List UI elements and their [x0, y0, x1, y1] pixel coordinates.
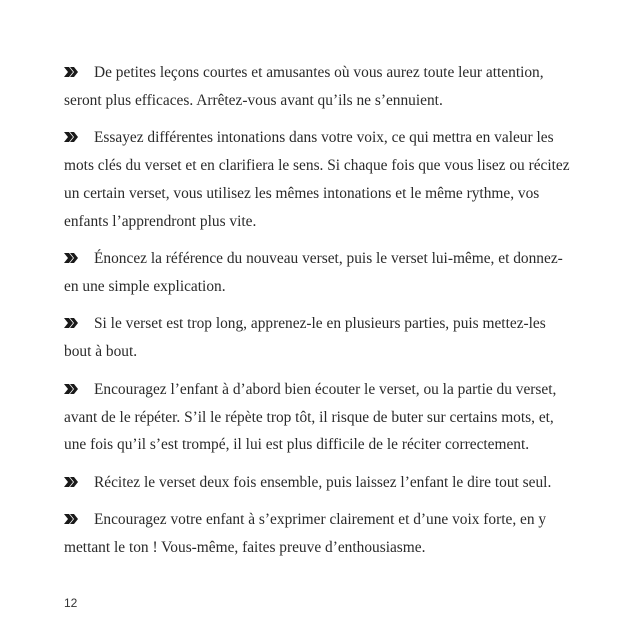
list-item-text: Encouragez l’enfant à d’abord bien écouter le verset, ou la partie du verset, avant de le répéter. S’il le répète trop tôt, il risque de buter sur certains mots, et, une fois qu’il s’est trompé, il lui est plus difficile de le réciter correctement. [64, 380, 557, 454]
double-arrow-bullet-icon [64, 477, 79, 487]
list-item-text: Essayez différentes intonations dans votre voix, ce qui mettra en valeur les mots clés du verset et en clarifiera le sens. Si chaque fois que vous lisez ou récitez un certain verset, vous utilisez les mêmes intonations et le même rythme, vos enfants l’apprendront plus vite. [64, 129, 570, 230]
list-item-text: Récitez le verset deux fois ensemble, puis laissez l’enfant le dire tout seul. [94, 473, 552, 491]
double-arrow-bullet-icon [64, 318, 79, 328]
list-item [64, 124, 576, 235]
list-item-text: De petites leçons courtes et amusantes où vous aurez toute leur attention, seront plus efficaces. Arrêtez-vous avant qu’ils ne s’ennuient. [64, 64, 544, 109]
list-item [64, 376, 576, 459]
double-arrow-bullet-icon [64, 132, 79, 142]
double-arrow-bullet-icon [64, 253, 79, 263]
list-item-text: Encouragez votre enfant à s’exprimer clairement et d’une voix forte, en y mettant le ton ! Vous-même, faites preuve d’enthousiasme. [64, 511, 547, 557]
list-item [64, 245, 576, 301]
list-item-text: Si le verset est trop long, apprenez-le en plusieurs parties, puis mettez-les bout à bout. [64, 315, 546, 361]
double-arrow-bullet-icon [64, 67, 79, 77]
list-item [64, 469, 576, 497]
page-number: 12 [64, 596, 78, 610]
tips-list [64, 59, 576, 572]
double-arrow-bullet-icon [64, 514, 79, 524]
list-item-text: Énoncez la référence du nouveau verset, puis le verset lui-même, et donnez-en une simple explication. [64, 250, 563, 295]
list-item [64, 506, 576, 562]
double-arrow-bullet-icon [64, 384, 79, 394]
list-item [64, 310, 576, 366]
list-item [64, 59, 576, 115]
